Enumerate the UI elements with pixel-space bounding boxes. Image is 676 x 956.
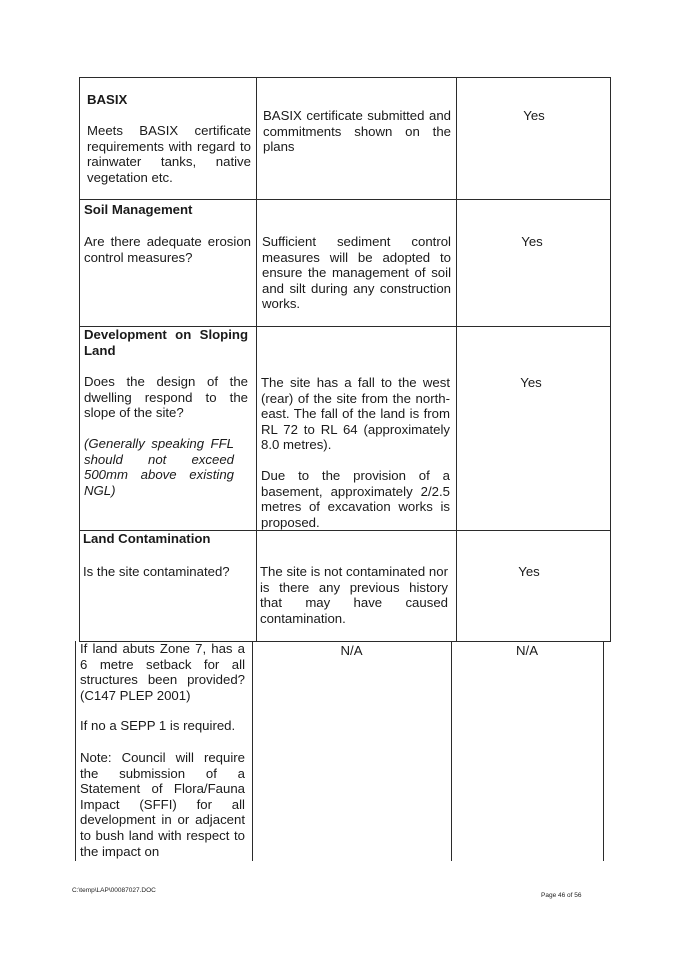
- requirement-text: Are there adequate erosion control measures?: [84, 234, 251, 265]
- compliance-status: N/A: [516, 643, 538, 658]
- table-left-border: [79, 77, 80, 642]
- section-heading-land-contamination: Land Contamination: [83, 531, 211, 546]
- footer-document-path: C:\temp\LAP\00087027.DOC: [72, 887, 156, 894]
- section-heading-basix: BASIX: [87, 92, 128, 107]
- assessment-comment: N/A: [340, 643, 363, 658]
- requirement-note: (Generally speaking FFL should not exceed 500mm above existing NGL): [84, 436, 234, 498]
- assessment-comment: The site is not contaminated nor is there any previous history that may have caused contamination.: [260, 564, 448, 626]
- section-heading-sloping-land: Development on Sloping Land: [84, 327, 248, 358]
- requirement-text: If land abuts Zone 7, has a 6 metre setback for all structures been provided? (C147 PLEP 2001): [80, 641, 245, 703]
- requirement-text: Is the site contaminated?: [83, 564, 230, 579]
- assessment-comment: The site has a fall to the west (rear) of the site from the north-east. The fall of the land is from RL 72 to RL 64 (approximately 8.0 metres).: [261, 375, 450, 453]
- compliance-status: Yes: [521, 234, 543, 249]
- compliance-status: Yes: [520, 375, 542, 390]
- column-divider: [256, 77, 257, 642]
- column-divider: [451, 641, 452, 861]
- table-left-border: [75, 641, 76, 861]
- requirement-note: Note: Council will require the submission of a Statement of Flora/Fauna Impact (SFFI) for all development in or adjacent to bush land with respect to the impact on: [80, 750, 245, 859]
- assessment-comment: Sufficient sediment control measures will be adopted to ensure the management of soil and silt during any construction works.: [262, 234, 451, 312]
- requirement-text: Does the design of the dwelling respond to the slope of the site?: [84, 374, 248, 421]
- assessment-comment: BASIX certificate submitted and commitments shown on the plans: [263, 108, 451, 155]
- column-divider: [456, 77, 457, 642]
- requirement-text: Meets BASIX certificate requirements with regard to rainwater tanks, native vegetation etc.: [87, 123, 251, 185]
- table-right-border: [603, 641, 604, 861]
- compliance-status: Yes: [523, 108, 545, 123]
- assessment-comment-continued: Due to the provision of a basement, approximately 2/2.5 metres of excavation works is proposed.: [261, 468, 450, 530]
- section-heading-soil-management: Soil Management: [84, 202, 193, 217]
- compliance-status: Yes: [518, 564, 540, 579]
- column-divider: [252, 641, 253, 861]
- row-divider: [79, 199, 611, 200]
- requirement-text-continued: If no a SEPP 1 is required.: [80, 718, 236, 733]
- table-right-border: [610, 77, 611, 642]
- footer-page-number: Page 46 of 56: [541, 892, 582, 899]
- table-top-border: [79, 77, 611, 78]
